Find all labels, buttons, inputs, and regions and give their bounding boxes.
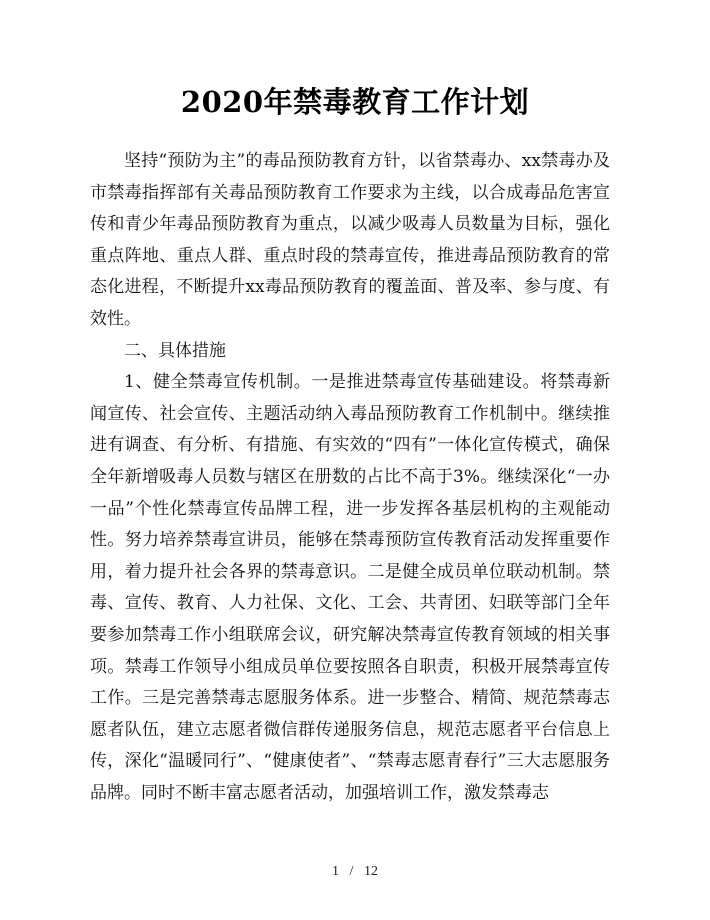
document-title: 2020年禁毒教育工作计划 [180, 85, 530, 119]
measure-paragraph-1: 1、健全禁毒宣传机制。一是推进禁毒宣传基础建设。将禁毒新闻宣传、社会宣传、主题活动纳入毒品预防教育工作机制中。继续推进有调查、有分析、有措施、有实效的“四有”一体化宣传模式，确保全年新增吸毒人员数与辖区在册数的占比不高于3%。继续深化“一办一品”个性化禁毒宣传品牌工程，进一步发挥各基层机构的主观能动性。努力培养禁毒宣讲员，能够在禁毒预防宣传教育活动发挥重要作用，着力提升社会各界的禁毒意识。二是健全成员单位联动机制。禁毒、宣传、教育、人力社保、文化、工会、共青团、妇联等部门全年要参加禁毒工作小组联席会议，研究解决禁毒宣传教育领域的相关事项。禁毒工作领导小组成员单位要按照各自职责，积极开展禁毒宣传工作。三是完善禁毒志愿服务体系。进一步整合、精简、规范禁毒志愿者队伍，建立志愿者微信群传递服务信息，规范志愿者平台信息上传，深化“温暖同行”、“健康使者”、“禁毒志愿青春行”三大志愿服务品牌。同时不断丰富志愿者活动，加强培训工作，激发禁毒志 [90, 372, 610, 803]
intro-paragraph: 坚持“预防为主”的毒品预防教育方针，以省禁毒办、xx禁毒办及市禁毒指挥部有关毒品预防教育工作要求为主线，以合成毒品危害宣传和青少年毒品预防教育为重点，以减少吸毒人员数量为目标，强化重点阵地、重点人群、重点时段的禁毒宣传，推进毒品预防教育的常态化进程，不断提升xx毒品预防教育的覆盖面、普及率、参与度、有效性。 [90, 151, 610, 329]
section-heading-measures: 二、具体措施 [124, 340, 226, 361]
document-body [90, 146, 610, 809]
page-number [0, 863, 710, 881]
page-current: 1 [332, 864, 340, 879]
page-separator: / [349, 864, 354, 879]
page-total: 12 [363, 864, 378, 879]
